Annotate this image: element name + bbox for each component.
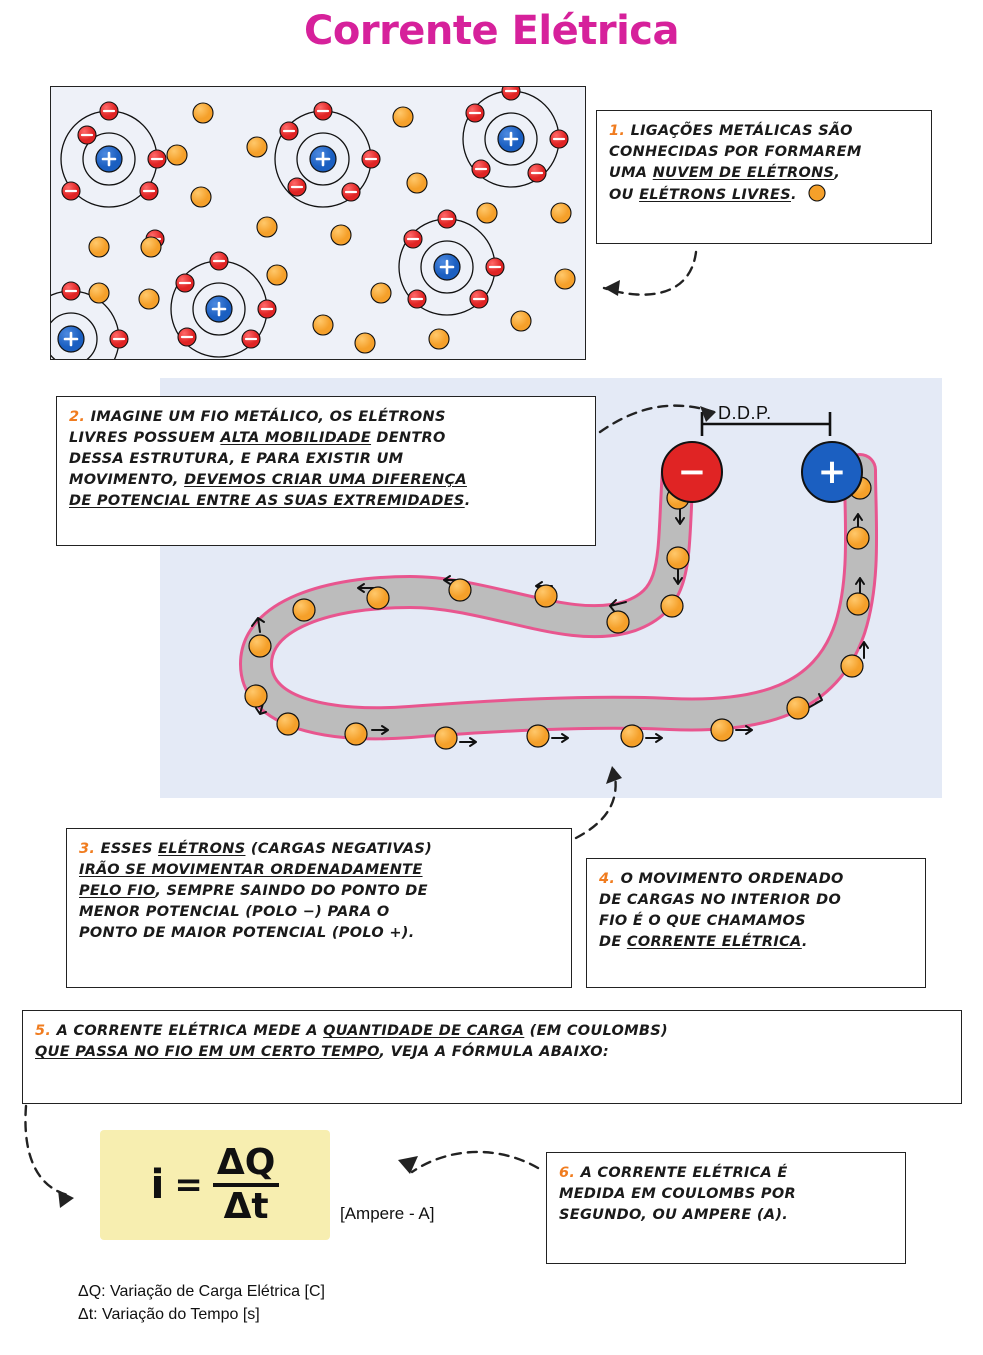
note-2-line-2b: DENTRO xyxy=(371,430,446,447)
note-1-line-1: LIGAÇÕES METÁLICAS SÃO xyxy=(630,123,853,139)
formula-fraction xyxy=(213,1142,279,1227)
note-2-line-5b: . xyxy=(464,493,471,510)
note-4-line-1: O MOVIMENTO ORDENADO xyxy=(620,871,844,887)
note-1-line-2: CONHECIDAS POR FORMAREM xyxy=(609,144,862,161)
note-2-emph-2: DEVEMOS CRIAR UMA DIFERENÇA xyxy=(184,472,467,489)
note-5 xyxy=(22,1010,962,1104)
note-5-emph-1: QUANTIDADE DE CARGA xyxy=(323,1023,525,1039)
note-2 xyxy=(56,396,596,546)
note-6-emph-1: AMPERE (A). xyxy=(682,1207,789,1224)
note-3-line-5: PONTO DE MAIOR POTENCIAL (POLO +). xyxy=(79,925,415,942)
note-1 xyxy=(596,110,932,244)
ddp-label: D.D.P. xyxy=(718,403,772,423)
page-title: Corrente Elétrica xyxy=(304,8,679,54)
note-5-line-1b: (EM COULOMBS) xyxy=(524,1023,668,1039)
note-2-line-1: IMAGINE UM FIO METÁLICO, OS ELÉTRONS xyxy=(90,409,446,425)
note-4-number: 4. xyxy=(599,871,616,887)
note-1-line-3a: UMA xyxy=(609,165,653,182)
terminal-positive: + xyxy=(801,441,863,503)
note-3-emph-3: PELO FIO xyxy=(79,883,156,900)
formula-unit-label: [Ampere - A] xyxy=(340,1204,435,1223)
note-3-line-1a: ESSES xyxy=(100,841,159,857)
legend-line-2: Δt: Variação do Tempo [s] xyxy=(78,1306,260,1324)
note-1-emph-1: NUVEM DE ELÉTRONS xyxy=(652,165,835,182)
note-3-number: 3. xyxy=(79,841,96,857)
note-1-emph-2: ELÉTRONS LIVRES xyxy=(639,187,791,204)
note-6-line-2: MEDIDA EM COULOMBS POR xyxy=(559,1186,796,1203)
note-1-line-4b: . xyxy=(791,187,797,204)
formula-current-symbol: i xyxy=(150,1162,165,1208)
note-3-emph-1: ELÉTRONS xyxy=(158,841,246,857)
note-2-line-4a: MOVIMENTO, xyxy=(69,472,185,489)
note-3-line-1b: (CARGAS NEGATIVAS) xyxy=(245,841,433,857)
metallic-lattice-panel xyxy=(50,86,586,360)
free-electron-icon xyxy=(808,184,826,202)
note-5-emph-2: QUE PASSA NO FIO EM UM CERTO TEMPO xyxy=(35,1044,380,1061)
note-4-line-2: DE CARGAS NO INTERIOR DO xyxy=(599,892,842,909)
note-4 xyxy=(586,858,926,988)
note-4-line-3: FIO É O QUE CHAMAMOS xyxy=(599,913,806,930)
formula-denominator: Δt xyxy=(223,1186,269,1227)
note-1-number: 1. xyxy=(609,123,626,139)
note-3-line-4: MENOR POTENCIAL (POLO −) PARA O xyxy=(79,904,390,921)
note-4-line-4a: DE xyxy=(599,934,627,951)
note-1-line-4a: OU xyxy=(609,187,640,204)
note-6-number: 6. xyxy=(559,1165,576,1181)
note-5-number: 5. xyxy=(35,1023,52,1039)
formula-box xyxy=(100,1130,330,1240)
note-2-emph-3: DE POTENCIAL ENTRE AS SUAS EXTREMIDADES xyxy=(69,493,465,510)
note-6 xyxy=(546,1152,906,1264)
note-2-line-2a: LIVRES POSSUEM xyxy=(69,430,221,447)
terminal-negative: − xyxy=(661,441,723,503)
formula-numerator: ΔQ xyxy=(216,1142,276,1183)
note-5-line-2b: , VEJA A FÓRMULA ABAIXO: xyxy=(379,1044,610,1061)
formula-expression xyxy=(150,1142,280,1227)
note-2-number: 2. xyxy=(69,409,86,425)
note-2-line-3: DESSA ESTRUTURA, E PARA EXISTIR UM xyxy=(69,451,404,468)
note-3 xyxy=(66,828,572,988)
lattice-illustration xyxy=(51,87,586,360)
note-6-line-1: A CORRENTE ELÉTRICA É xyxy=(580,1165,788,1181)
note-3-emph-2: IRÃO SE MOVIMENTAR ORDENADAMENTE xyxy=(79,862,423,879)
legend-line-1: ΔQ: Variação de Carga Elétrica [C] xyxy=(78,1283,325,1300)
note-3-line-3b: , SEMPRE SAINDO DO PONTO DE xyxy=(155,883,428,900)
note-2-emph-1: ALTA MOBILIDADE xyxy=(220,430,372,447)
formula-legend xyxy=(78,1280,325,1326)
formula-equals-sign: = xyxy=(174,1165,203,1205)
note-6-line-3a: SEGUNDO, OU xyxy=(559,1207,683,1224)
note-4-emph-1: CORRENTE ELÉTRICA xyxy=(626,934,802,951)
note-4-line-4b: . xyxy=(801,934,808,951)
note-5-line-1a: A CORRENTE ELÉTRICA MEDE A xyxy=(56,1023,324,1039)
note-1-line-3b: , xyxy=(834,165,841,182)
